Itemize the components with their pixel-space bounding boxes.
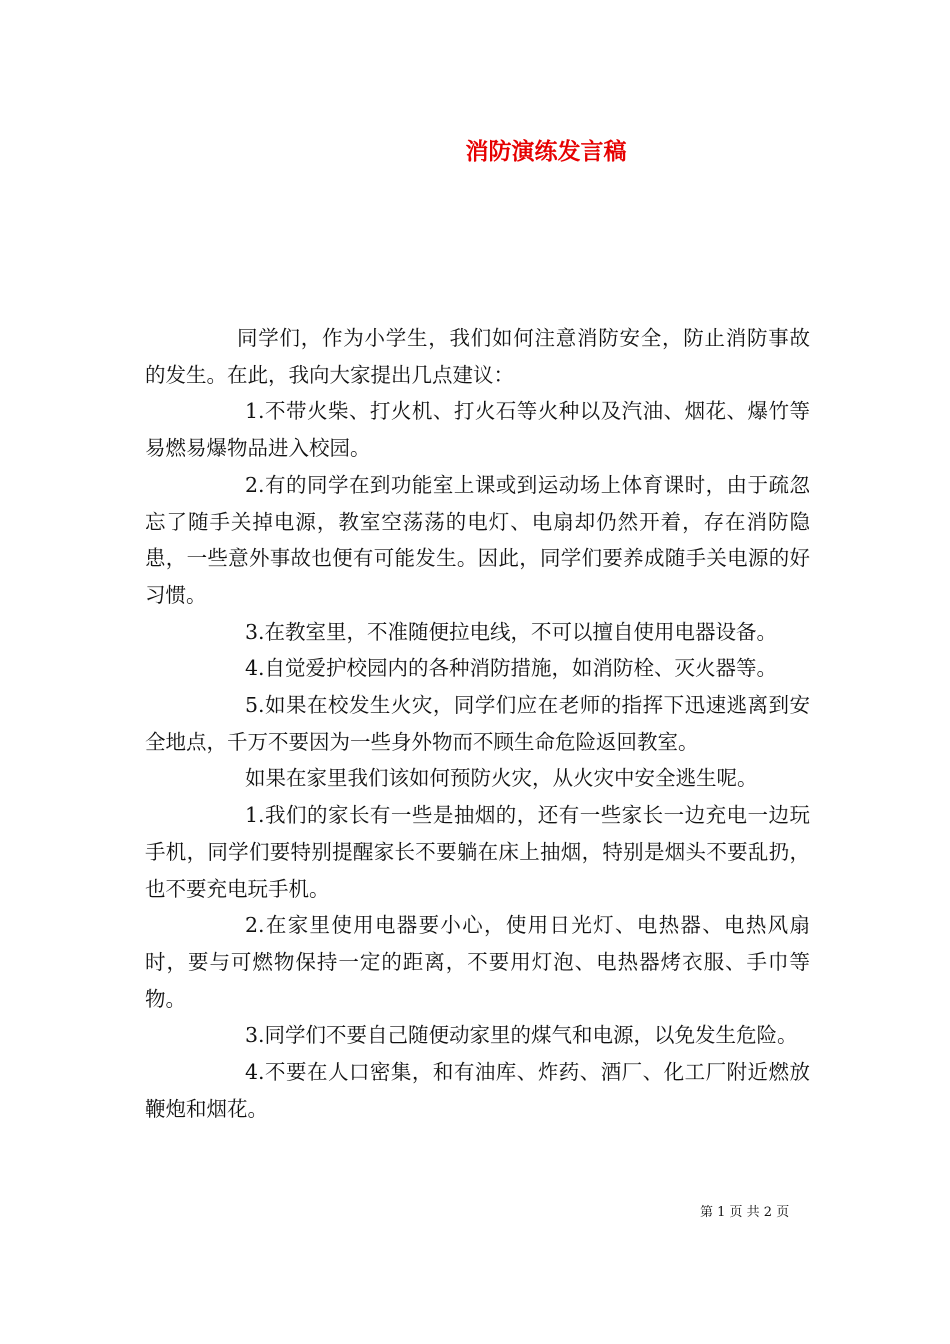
document-title: 消防演练发言稿 [465, 138, 627, 165]
paragraph-school-4: 4.自觉爱护校园内的各种消防措施，如消防栓、灭火器等。 [245, 656, 778, 681]
paragraph-school-2: 2.有的同学在到功能室上课或到运动场上体育课时，由于疏忽忘了随手关掉电源，教室空荡荡的电灯、电扇却仍然开着，存在消防隐患，一些意外事故也便有可能发生。因此，同学们要养成随手关电源的好习惯。 [145, 472, 810, 607]
paragraph-home-2: 2.在家里使用电器要小心，使用日光灯、电热器、电热风扇时，要与可燃物保持一定的距离，不要用灯泡、电热器烤衣服、手巾等物。 [145, 913, 810, 1011]
paragraph-school-3: 3.在教室里，不准随便拉电线，不可以擅自使用电器设备。 [245, 619, 778, 644]
paragraph-school-1: 1.不带火柴、打火机、打火石等火种以及汽油、烟花、爆竹等易燃易爆物品进入校园。 [145, 399, 810, 461]
paragraph-home-4: 4.不要在人口密集，和有油库、炸药、酒厂、化工厂附近燃放鞭炮和烟花。 [145, 1060, 810, 1121]
document-body [145, 320, 810, 1127]
page-number-footer: 第 1 页 共 2 页 [700, 1205, 790, 1220]
paragraph-home-1: 1.我们的家长有一些是抽烟的，还有一些家长一边充电一边玩手机，同学们要特别提醒家长不要躺在床上抽烟，特别是烟头不要乱扔，也不要充电玩手机。 [145, 803, 810, 901]
paragraph-school-5: 5.如果在校发生火灾，同学们应在老师的指挥下迅速逃离到安全地点，千万不要因为一些身外物而不顾生命危险返回教室。 [145, 693, 810, 754]
paragraph-home-3: 3.同学们不要自己随便动家里的煤气和电源，以免发生危险。 [245, 1023, 798, 1048]
paragraph-intro: 同学们，作为小学生，我们如何注意消防安全，防止消防事故的发生。在此，我向大家提出几点建议： [145, 326, 810, 387]
paragraph-home-intro: 如果在家里我们该如何预防火灾，从火灾中安全逃生呢。 [245, 766, 758, 791]
